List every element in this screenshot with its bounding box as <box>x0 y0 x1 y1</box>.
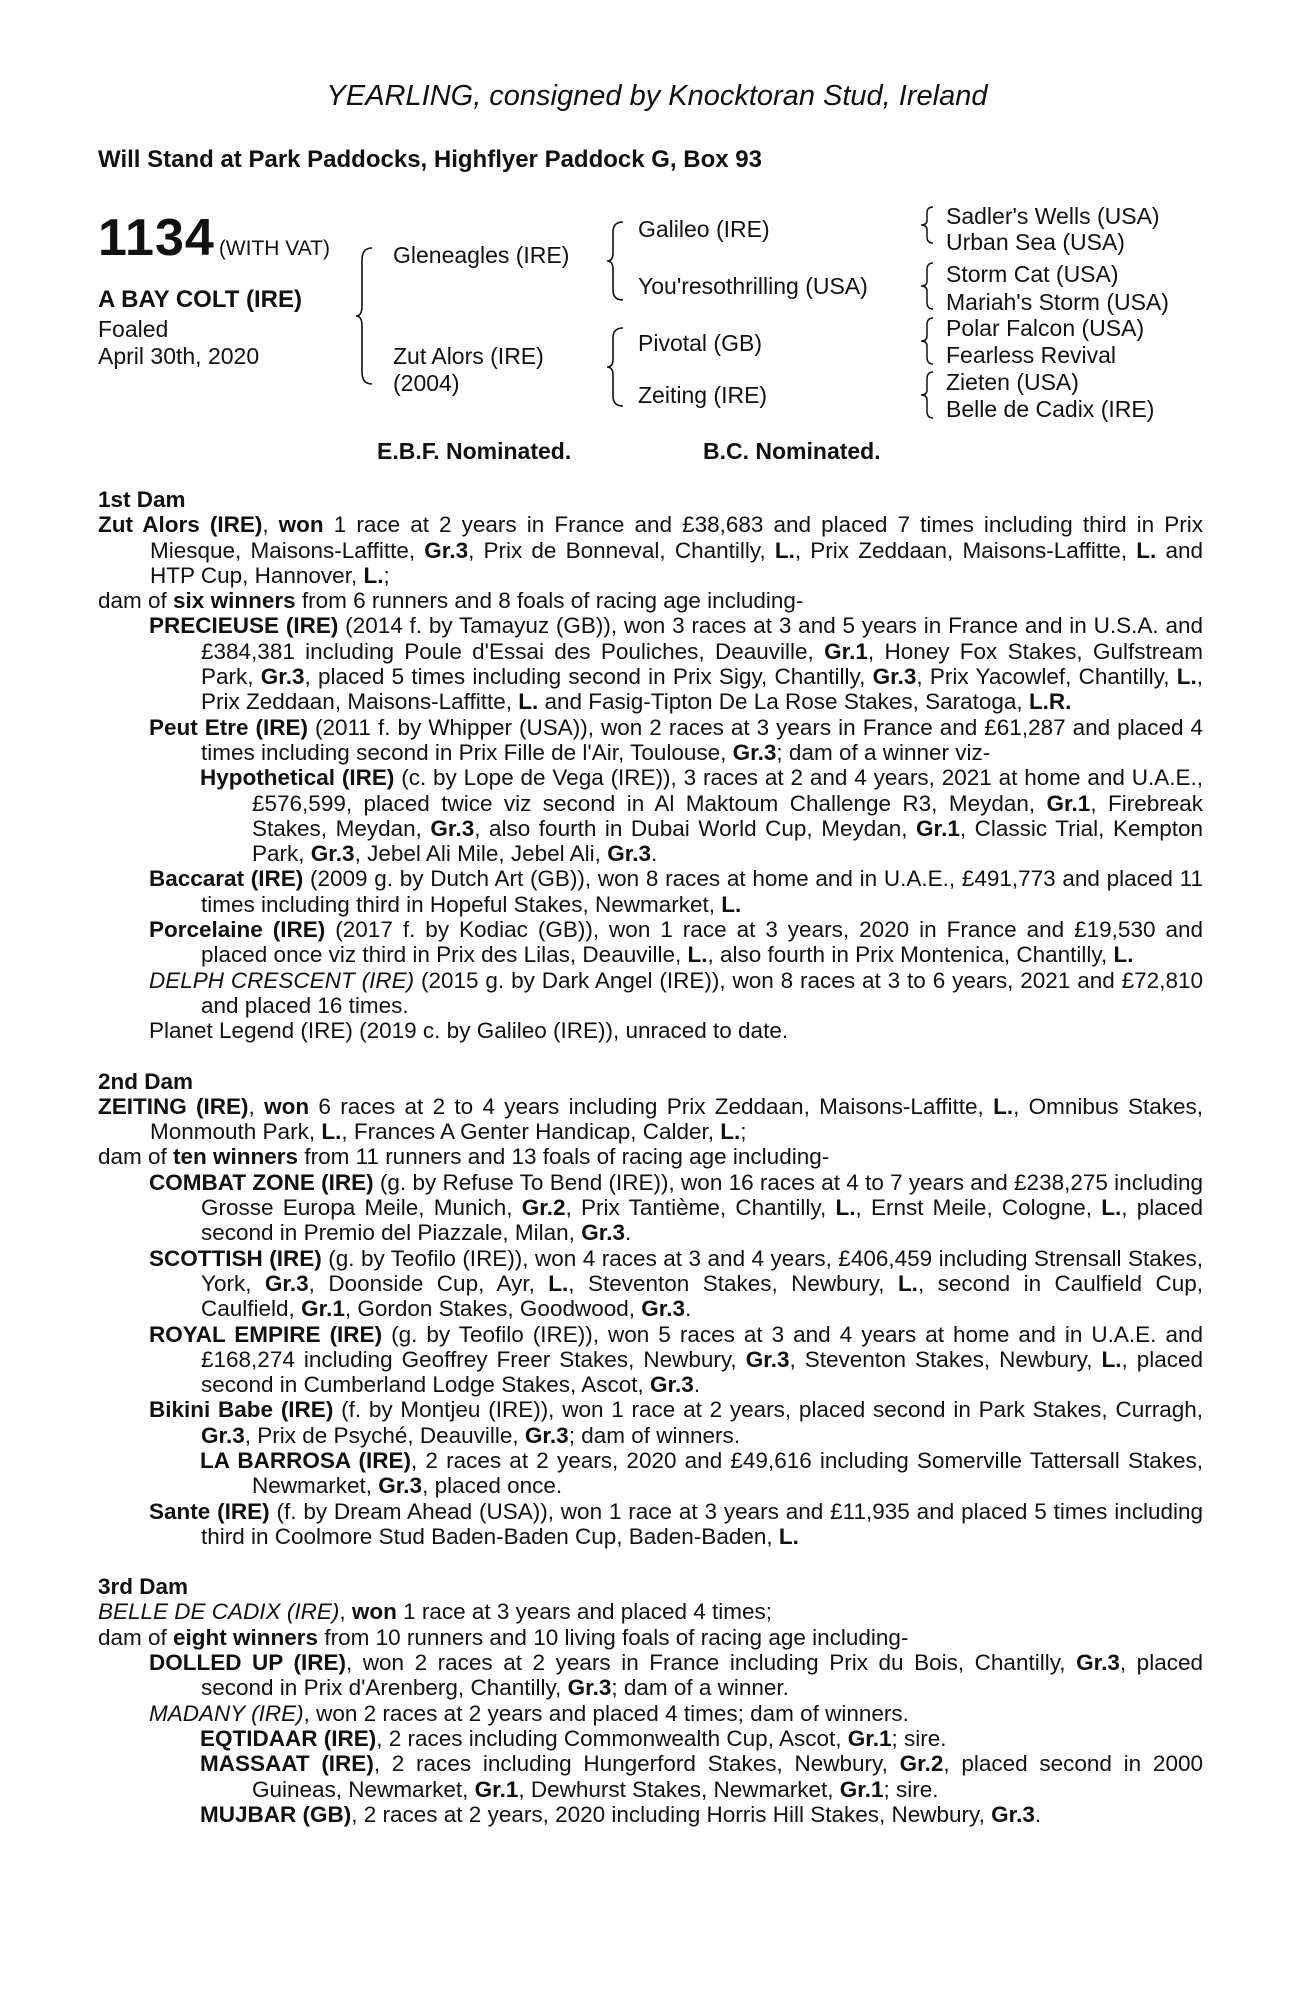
pedigree-ggp: Mariah's Storm (USA) <box>946 289 1169 315</box>
vat-note: (WITH VAT) <box>218 237 331 260</box>
pedigree-brace-ggp2 <box>919 261 937 311</box>
produce-entry: MUJBAR (GB), 2 races at 2 years, 2020 including Horris Hill Stakes, Newbury, Gr.3. <box>200 1801 1042 1827</box>
stand-location: Will Stand at Park Paddocks, Highflyer Paddock G, Box 93 <box>98 146 762 173</box>
produce-entry: Planet Legend (IRE) (2019 c. by Galileo (IRE)), unraced to date. <box>149 1018 789 1044</box>
produce-entry: Bikini Babe (IRE) (f. by Montjeu (IRE)), won 1 race at 2 years, placed second in Park Stakes, Curragh, Gr.3, Prix de Psyché, Deauville, Gr.3; dam of winners. <box>149 1397 1203 1448</box>
lot-number: 1134 <box>98 209 215 267</box>
lot-number-block <box>98 208 330 268</box>
foaled-date: April 30th, 2020 <box>98 343 260 369</box>
pedigree-ggp: Sadler's Wells (USA) <box>946 203 1160 229</box>
produce-entry: LA BARROSA (IRE), 2 races at 2 years, 2020 and £49,616 including Somerville Tattersall Stakes, Newmarket, Gr.3, placed once. <box>200 1447 1203 1499</box>
pedigree-ggp: Fearless Revival <box>946 342 1116 368</box>
pedigree-ggp: Belle de Cadix (IRE) <box>946 396 1155 422</box>
pedigree-dam: Zut Alors (IRE) <box>393 343 544 369</box>
section-heading: 2nd Dam <box>98 1068 194 1094</box>
pedigree-ggp: Polar Falcon (USA) <box>946 315 1145 341</box>
dam-entry: BELLE DE CADIX (IRE), won 1 race at 3 years and placed 4 times; <box>98 1599 773 1625</box>
pedigree-sire-sire: Galileo (IRE) <box>638 216 770 242</box>
pedigree-sire-dam: You'resothrilling (USA) <box>638 273 868 299</box>
pedigree-brace-sire <box>605 220 627 302</box>
catalogue-body <box>98 487 1203 1827</box>
produce-entry: Hypothetical (IRE) (c. by Lope de Vega (IRE)), 3 races at 2 and 4 years, 2021 at home and U.A.E., £576,599, placed twice viz second in Al Maktoum Challenge R3, Meydan, Gr.1, Firebreak Stakes, Meydan, Gr.3, also fourth in Dubai World Cup, Meydan, Gr.1, Classic Trial, Kempton Park, Gr.3, Jebel Ali Mile, Jebel Ali, Gr.3. <box>200 765 1204 867</box>
pedigree-brace-ggp3 <box>919 316 937 366</box>
section-heading: 1st Dam <box>98 487 186 512</box>
produce-entry: MADANY (IRE), won 2 races at 2 years and placed 4 times; dam of winners. <box>149 1700 909 1726</box>
pedigree-brace-dam <box>605 326 627 408</box>
dam-entry: ZEITING (IRE), won 6 races at 2 to 4 years including Prix Zeddaan, Maisons-Laffitte, L., Omnibus Stakes, Monmouth Park, L., Frances A Genter Handicap, Calder, L.; <box>98 1093 1203 1145</box>
produce-entry: Peut Etre (IRE) (2011 f. by Whipper (USA)), won 2 races at 3 years in France and £61,287 and placed 4 times including second in Prix Fille de l'Air, Toulouse, Gr.3; dam of a winner viz- <box>149 714 1203 765</box>
pedigree-brace-main <box>354 246 376 386</box>
pedigree-sire: Gleneagles (IRE) <box>393 242 570 268</box>
produce-entry: SCOTTISH (IRE) (g. by Teofilo (IRE)), won 4 races at 3 and 4 years, £406,459 including Strensall Stakes, York, Gr.3, Doonside Cup, Ayr, L., Steventon Stakes, Newbury, L., second in Caulfield Cup, Caulfield, Gr.1, Gordon Stakes, Goodwood, Gr.3. <box>149 1245 1203 1322</box>
dam-entry: Zut Alors (IRE), won 1 race at 2 years in France and £38,683 and placed 7 times including third in Prix Miesque, Maisons-Laffitte, Gr.3, Prix de Bonneval, Chantilly, L., Prix Zeddaan, Maisons-Laffitte, L. and HTP Cup, Hannover, L.; <box>98 512 1204 588</box>
catalogue-header: YEARLING, consigned by Knocktoran Stud, Ireland <box>326 80 988 112</box>
ebf-nominated: E.B.F. Nominated. <box>377 438 572 464</box>
produce-entry: EQTIDAAR (IRE), 2 races including Commonwealth Cup, Ascot, Gr.1; sire. <box>200 1725 947 1751</box>
pedigree-ggp: Zieten (USA) <box>946 369 1079 395</box>
produce-summary: dam of six winners from 6 runners and 8 foals of racing age including- <box>98 588 804 614</box>
produce-summary: dam of eight winners from 10 runners and 10 living foals of racing age including- <box>98 1624 909 1650</box>
produce-entry: Sante (IRE) (f. by Dream Ahead (USA)), won 1 race at 3 years and £11,935 and placed 5 times including third in Coolmore Stud Baden-Baden Cup, Baden-Baden, L. <box>149 1498 1204 1549</box>
pedigree-brace-ggp1 <box>919 205 937 245</box>
section-heading: 3rd Dam <box>98 1574 189 1600</box>
pedigree-dam-sire: Pivotal (GB) <box>638 330 762 356</box>
produce-entry: MASSAAT (IRE), 2 races including Hungerford Stakes, Newbury, Gr.2, placed second in 2000 Guineas, Newmarket, Gr.1, Dewhurst Stakes, Newmarket, Gr.1; sire. <box>200 1751 1203 1802</box>
pedigree-brace-ggp4 <box>919 370 937 420</box>
pedigree-dam-year: (2004) <box>393 370 460 396</box>
pedigree-ggp: Urban Sea (USA) <box>946 229 1125 255</box>
produce-entry: DELPH CRESCENT (IRE) (2015 g. by Dark Angel (IRE)), won 8 races at 3 to 6 years, 2021 and £72,810 and placed 16 times. <box>149 967 1203 1018</box>
produce-entry: ROYAL EMPIRE (IRE) (g. by Teofilo (IRE)), won 5 races at 3 and 4 years at home and in U.A.E. and £168,274 including Geoffrey Freer Stakes, Newbury, Gr.3, Steventon Stakes, Newbury, L., placed second in Cumberland Lodge Stakes, Ascot, Gr.3. <box>149 1321 1204 1398</box>
produce-entry: COMBAT ZONE (IRE) (g. by Refuse To Bend (IRE)), won 16 races at 4 to 7 years and £238,275 including Grosse Europa Meile, Munich, Gr.2, Prix Tantième, Chantilly, L., Ernst Meile, Cologne, L., placed second in Premio del Piazzale, Milan, Gr.3. <box>149 1169 1203 1246</box>
produce-entry: Porcelaine (IRE) (2017 f. by Kodiac (GB)), won 1 race at 3 years, 2020 in France and £19,530 and placed once viz third in Prix des Lilas, Deauville, L., also fourth in Prix Montenica, Chantilly, L. <box>149 917 1203 968</box>
bc-nominated: B.C. Nominated. <box>703 438 881 464</box>
pedigree-dam-dam: Zeiting (IRE) <box>638 382 768 408</box>
produce-entry: DOLLED UP (IRE), won 2 races at 2 years in France including Prix du Bois, Chantilly, Gr.3, placed second in Prix d'Arenberg, Chantilly, Gr.3; dam of a winner. <box>149 1650 1203 1701</box>
produce-entry: Baccarat (IRE) (2009 g. by Dutch Art (GB)), won 8 races at home and in U.A.E., £491,773 and placed 11 times including third in Hopeful Stakes, Newmarket, L. <box>149 866 1204 917</box>
pedigree-ggp: Storm Cat (USA) <box>946 261 1119 287</box>
produce-summary: dam of ten winners from 11 runners and 13 foals of racing age including- <box>98 1144 830 1170</box>
produce-entry: PRECIEUSE (IRE) (2014 f. by Tamayuz (GB)), won 3 races at 3 and 5 years in France and in U.S.A. and £384,381 including Poule d'Essai des Pouliches, Deauville, Gr.1, Honey Fox Stakes, Gulfstream Park, Gr.3, placed 5 times including second in Prix Sigy, Chantilly, Gr.3, Prix Yacowlef, Chantilly, L., Prix Zeddaan, Maisons-Laffitte, L. and Fasig-Tipton De La Rose Stakes, Saratoga, L.R. <box>149 613 1203 715</box>
foaled-label: Foaled <box>98 316 169 342</box>
foaled-info <box>98 316 259 370</box>
lot-description: A BAY COLT (IRE) <box>98 286 303 313</box>
